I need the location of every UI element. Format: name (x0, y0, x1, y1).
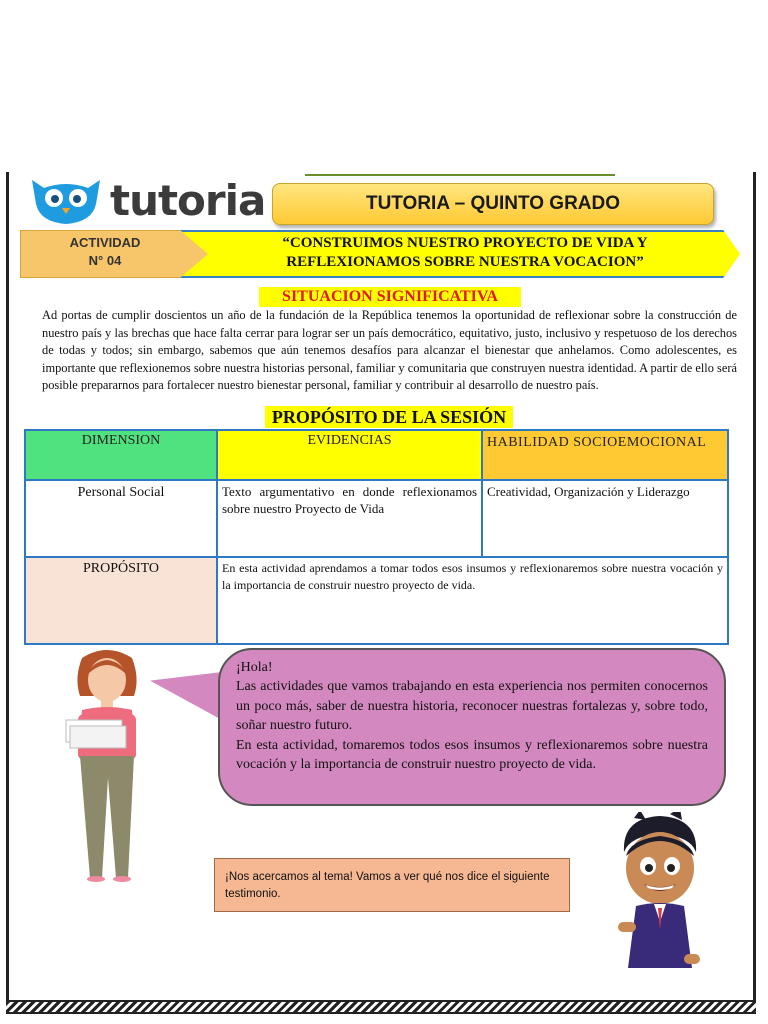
session-table (24, 429, 729, 645)
tutoria-logo (26, 174, 266, 226)
owl-icon (26, 174, 106, 226)
table-purpose-label: PROPÓSITO (26, 558, 218, 643)
table-cell-skill: Creatividad, Organización y Liderazgo (483, 481, 727, 558)
activity-title-line2: REFLEXIONAMOS SOBRE NUESTRA VOCACION” (286, 254, 644, 270)
table-cell-evidences: Texto argumentativo en donde reflexionamos sobre nuestro Proyecto de Vida (218, 481, 483, 558)
speech-paragraph-2: En esta actividad, tomaremos todos esos insumos y reflexionaremos sobre nuestra vocación y la importancia de construir nuestro proyecto de vida. (236, 737, 708, 773)
activity-number-label (20, 234, 190, 270)
top-decorative-line (305, 174, 615, 176)
activity-label-line2: N° 04 (88, 253, 122, 268)
testimony-note: ¡Nos acercamos al tema! Vamos a ver qué nos dice el siguiente testimonio. (214, 858, 570, 912)
speech-bubble-text (236, 658, 708, 774)
activity-title (220, 234, 710, 272)
speech-paragraph-1: Las actividades que vamos trabajando en esta experiencia nos permiten conocernos un poco más, saber de nuestra historia, reconocer nuestras fortalezas y, sobre todo, soñar nuestro futuro. (236, 679, 708, 734)
teacher-illustration (52, 648, 162, 884)
table-purpose-text: En esta actividad aprendamos a tomar todos esos insumos y reflexionaremos sobre nuestra vocación y la importancia de construir nuestro proyecto de vida. (218, 558, 727, 643)
table-cell-dimension: Personal Social (26, 481, 218, 558)
table-header-evidences: EVIDENCIAS (218, 431, 483, 481)
activity-label-line1: ACTIVIDAD (69, 235, 141, 250)
page-bottom-border (6, 1000, 756, 1014)
table-header-dimension: DIMENSION (26, 431, 218, 481)
student-illustration (610, 812, 710, 972)
speech-greeting: ¡Hola! (236, 660, 273, 675)
purpose-heading: PROPÓSITO DE LA SESIÓN (265, 406, 513, 428)
grade-title-banner: TUTORIA – QUINTO GRADO (272, 183, 714, 225)
table-header-skill: HABILIDAD SOCIOEMOCIONAL (483, 431, 727, 481)
logo-text: tutoria (110, 176, 266, 225)
situation-heading: SITUACION SIGNIFICATIVA (259, 287, 521, 307)
activity-title-line1: “CONSTRUIMOS NUESTRO PROYECTO DE VIDA Y (282, 235, 648, 251)
situation-paragraph: Ad portas de cumplir doscientos un año de la fundación de la República tenemos la oportunidad de reflexionar sobre la construcción de nuestro país y las brechas que hace falta cerrar para lograr ser un país democrático, equitativo, justo, inclusivo y respetuoso de los derechos de todas y todos; sin embargo, sabemos que aún tenemos desafíos para alcanzar el bienestar que anhelamos. Como adolescentes, es importante que reflexionemos sobre nuestra historias personal, familiar y comunitaria que construyen nuestra identidad. A partir de ello será posible prepararnos para fortalecer nuestro bienestar personal, familiar y contribuir al desarrollo de nuestro país. (42, 308, 737, 393)
